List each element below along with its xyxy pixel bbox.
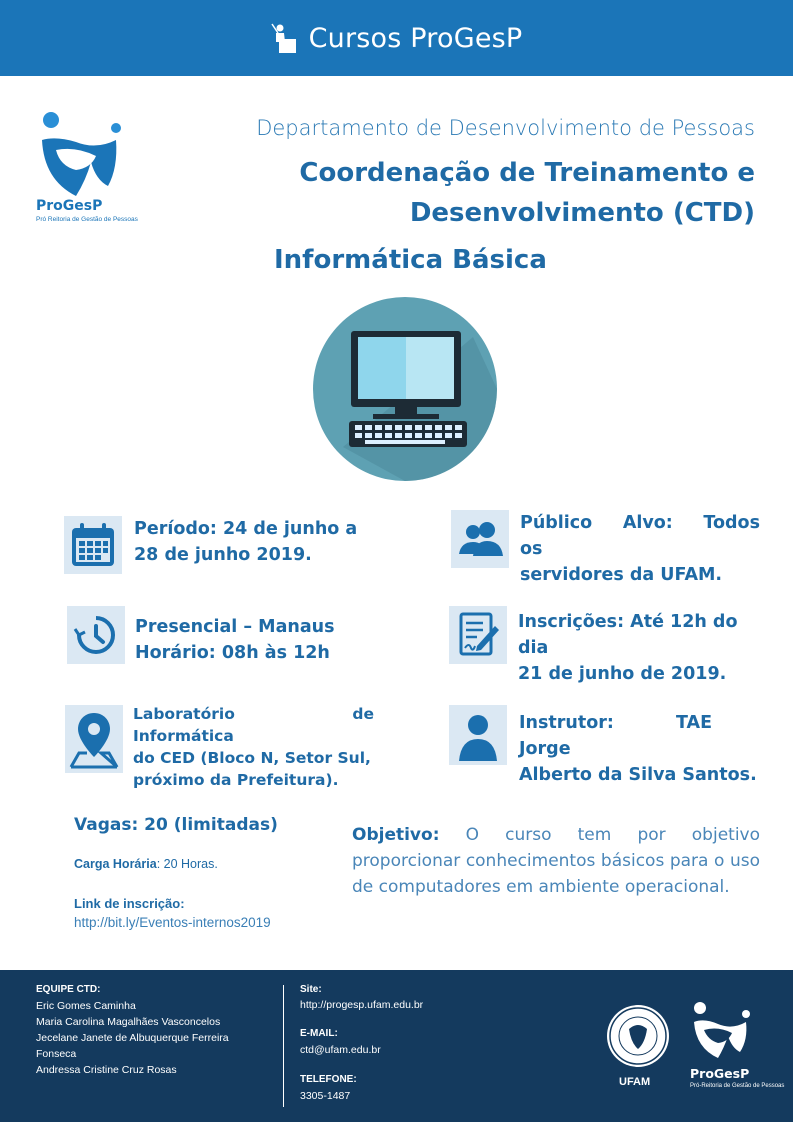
users-icon [451, 510, 509, 568]
map-pin-icon-box [65, 705, 123, 773]
instrutor-text: Instrutor: TAE Jorge Alberto da Silva Santos. [519, 713, 757, 785]
inscricao-link[interactable]: http://bit.ly/Eventos-internos2019 [74, 915, 271, 930]
footer-logo-subtitle: Pró-Reitoria de Gestão de Pessoas [690, 1083, 785, 1089]
footer-divider [283, 985, 284, 1107]
phone-number: 3305-1487 [300, 1090, 351, 1102]
calendar-icon [64, 516, 122, 574]
clock-icon [67, 606, 125, 664]
email-link[interactable]: ctd@ufam.edu.br [300, 1044, 381, 1056]
header-bar [0, 0, 793, 76]
presencial-text: Presencial – Manaus Horário: 08h às 12h [135, 617, 335, 663]
ufam-label: UFAM [619, 1076, 651, 1088]
logo-subtitle: Pró Reitoria de Gestão de Pessoas [36, 216, 138, 223]
objetivo-text: Objetivo: O curso tem por objetivo proporcionar conhecimentos básicos para o uso de computadores em ambiente operacional. [352, 825, 760, 897]
vagas-text: Vagas: 20 (limitadas) [74, 815, 278, 835]
users-icon-box [451, 510, 509, 568]
ufam-seal-icon [605, 1003, 671, 1069]
carga-horaria: Carga Horária: 20 Horas. [74, 857, 218, 871]
user-icon [449, 705, 507, 765]
local-text: Laboratório de Informática do CED (Bloco N, Setor Sul, próximo da Prefeitura). [133, 705, 374, 789]
coordination-title [295, 153, 755, 233]
course-title: Informática Básica [274, 245, 547, 275]
coordination-line-1: Coordenação de Treinamento e [299, 158, 755, 188]
inscricoes-text: Inscrições: Até 12h do dia 21 de junho de 2019. [518, 612, 738, 684]
header-title: Cursos ProGesP [308, 22, 523, 54]
coordination-line-2: Desenvolvimento (CTD) [409, 198, 755, 228]
site-label: Site: [300, 984, 322, 995]
form-icon [449, 606, 507, 664]
footer-logo-title: ProGesP [690, 1066, 750, 1081]
computer-icon [313, 297, 497, 481]
map-pin-icon [65, 705, 123, 773]
team-label: EQUIPE CTD: [36, 984, 101, 995]
phone-label: TELEFONE: [300, 1074, 357, 1085]
team-list: Eric Gomes Caminha Maria Carolina Magalhães Vasconcelos Jecelane Janete de Albuquerque Ferreira Fonseca Andressa Cristine Cruz Rosas [36, 1000, 229, 1076]
form-icon-box [449, 606, 507, 664]
email-label: E-MAIL: [300, 1028, 338, 1039]
link-label: Link de inscrição: [74, 896, 185, 911]
progesp-logo-footer-icon [690, 1000, 756, 1062]
calendar-icon-box [64, 516, 122, 574]
user-icon-box [449, 705, 507, 765]
clock-icon-box [67, 606, 125, 664]
publico-alvo-text: Público Alvo: Todos os servidores da UFAM. [520, 513, 760, 585]
department-title: Departamento de Desenvolvimento de Pessoas [256, 116, 755, 140]
teacher-icon [271, 22, 297, 54]
periodo-text: Período: 24 de junho a 28 de junho 2019. [134, 519, 358, 565]
site-link[interactable]: http://progesp.ufam.edu.br [300, 999, 424, 1011]
logo-title: ProGesP [36, 198, 103, 214]
